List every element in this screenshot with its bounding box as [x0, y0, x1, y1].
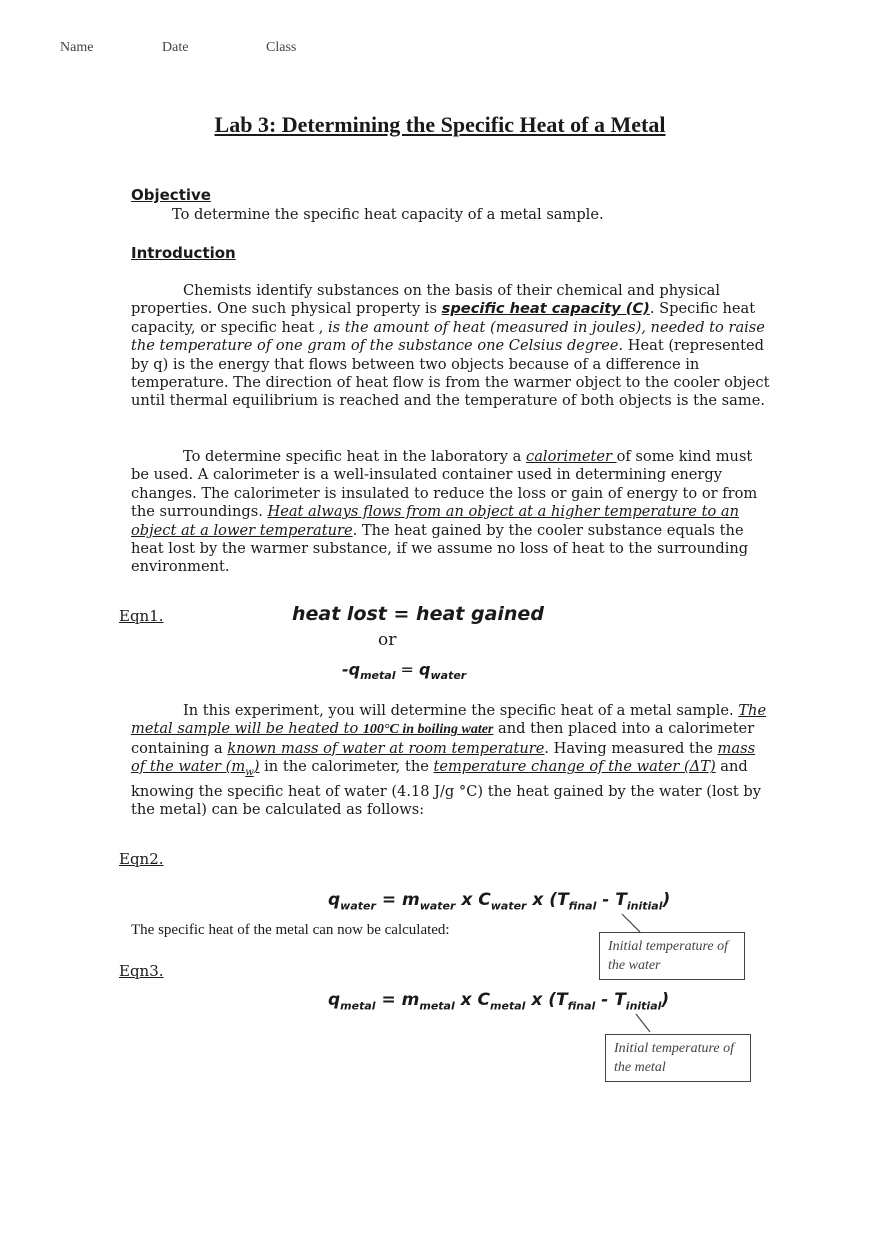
date-label: Date [162, 40, 189, 55]
p3-heated: The metal sample will be heated to [131, 702, 767, 738]
metal-temp-callout: Initial temperature of the metal [605, 1034, 751, 1082]
eqn3-final-sub: final [567, 999, 596, 1013]
objective-text: To determine the specific heat capacity of a metal sample. [172, 206, 604, 223]
eqn3-m-sub: metal [419, 999, 455, 1013]
eqn3-t-initial: T [614, 990, 626, 1010]
eqn3-equals: = [375, 990, 402, 1010]
eqn1-or: or [378, 630, 397, 650]
eqn3-c-sub: metal [490, 999, 526, 1013]
eqn2-close: ) [662, 890, 671, 910]
eqn2-t-final: T [557, 890, 569, 910]
p3-text-i: and knowing the specific heat of water (4.18 J/g °C) the heat gained by the water (lost by the metal) can be calculated as follows: [131, 758, 762, 818]
eqn1-q-water: q [419, 660, 431, 679]
intro-paragraph-2 [131, 448, 771, 577]
eqn2-initial-sub: initial [626, 899, 663, 913]
eqn1-line1: heat lost = heat gained [292, 603, 544, 625]
specific-heat-term: specific heat capacity (C) [441, 300, 650, 318]
eqn1-label: Eqn1. [119, 607, 164, 625]
eqn3-m: m [401, 990, 420, 1010]
water-temp-callout: Initial temperature of the water [599, 932, 745, 980]
eqn2-formula [328, 890, 670, 912]
introduction-heading: Introduction [131, 244, 236, 262]
eqn2-c-sub: water [490, 899, 527, 913]
eqn2-minus: - [596, 890, 616, 910]
eqn2-final-sub: final [568, 899, 597, 913]
eqn2-t-initial: T [615, 890, 627, 910]
p1-text-a: Chemists identify substances on the basis of their chemical and physical properties. One such physical property is [131, 282, 721, 318]
eqn3-times-2: x ( [525, 990, 556, 1010]
p2-text-c: of some kind must be used. A calorimeter is a well-insulated container used in determining energy changes. The calorimeter is insulated to reduce the loss or gain of energy to or from the surroundings. [131, 448, 758, 521]
eqn3-q-sub: metal [340, 999, 376, 1013]
p2-text-a: To determine specific heat in the laboratory a [183, 448, 527, 465]
eqn2-c: C [478, 890, 491, 910]
name-label: Name [60, 40, 94, 55]
eqn2-equals: = [375, 890, 402, 910]
calc-text: The specific heat of the metal can now be calculated: [131, 922, 450, 938]
eqn3-formula [328, 990, 669, 1012]
eqn3-minus: - [595, 990, 615, 1010]
eqn2-times-2: x ( [526, 890, 558, 910]
eqn2-label: Eqn2. [119, 850, 164, 868]
p3-text-g: in the calorimeter, the [259, 758, 434, 776]
pointer-line-2 [612, 1012, 672, 1036]
p3-text-a: In this experiment, you will determine the specific heat of a metal sample. [183, 702, 739, 719]
p1-definition: is the amount of heat (measured in joules), needed to raise the temperature of one gram of the substance one Celsius degree. [131, 318, 765, 355]
intro-paragraph-1 [131, 282, 771, 411]
eqn1-q-metal: -q [342, 660, 361, 679]
eqn3-times-1: x [454, 990, 478, 1010]
p2-text-e: . The heat gained by the cooler substance equals the heat lost by the warmer substance, if we assume no loss of heat to the surrounding environment. [131, 521, 749, 576]
eqn3-close: ) [661, 990, 670, 1010]
p3-mass-sub: w [245, 767, 254, 779]
p3-known-mass: known mass of water at room temperature [227, 739, 545, 757]
p1-text-c: . Specific heat capacity, or specific heat , [131, 300, 756, 336]
experiment-paragraph [131, 702, 771, 819]
p3-temp-change: temperature change of the water (ΔT) [433, 758, 716, 776]
eqn3-initial-sub: initial [625, 999, 662, 1013]
eqn3-t-final: T [555, 990, 568, 1010]
eqn1-line2 [342, 660, 466, 682]
p3-text-c: and then placed into a calorimeter containing a [131, 720, 755, 757]
eqn2-m: m [402, 890, 420, 910]
eqn1-water-sub: water [430, 669, 467, 683]
p3-mass-water: mass of the water (m [131, 739, 756, 776]
eqn3-label: Eqn3. [119, 962, 164, 980]
p3-text-e: . Having measured the [544, 739, 718, 757]
p3-mass-close: ) [253, 758, 260, 776]
calorimeter-term: calorimeter [526, 448, 617, 465]
class-label: Class [266, 40, 297, 55]
heat-flow-statement: Heat always flows from an object at a higher temperature to an object at a lower temperature [131, 503, 739, 539]
page-title: Lab 3: Determining the Specific Heat of a Metal [214, 112, 666, 137]
eqn1-metal-sub: metal [360, 669, 396, 683]
eqn1-equals: = [395, 660, 420, 679]
eqn2-q-sub: water [340, 899, 376, 913]
eqn2-q: q [328, 890, 341, 910]
objective-heading: Objective [131, 186, 211, 204]
eqn3-c: C [477, 990, 491, 1010]
p3-boiling: 100°C in boiling water [362, 722, 494, 738]
eqn3-q: q [328, 990, 341, 1010]
p1-text-e: Heat (represented by q) is the energy that flows between two objects because of a difference in temperature. The direction of heat flow is from the warmer object to the cooler object until thermal equilibrium is reached and the temperature of both objects is the same. [131, 337, 770, 410]
eqn2-m-sub: water [419, 899, 456, 913]
eqn2-times-1: x [455, 890, 479, 910]
